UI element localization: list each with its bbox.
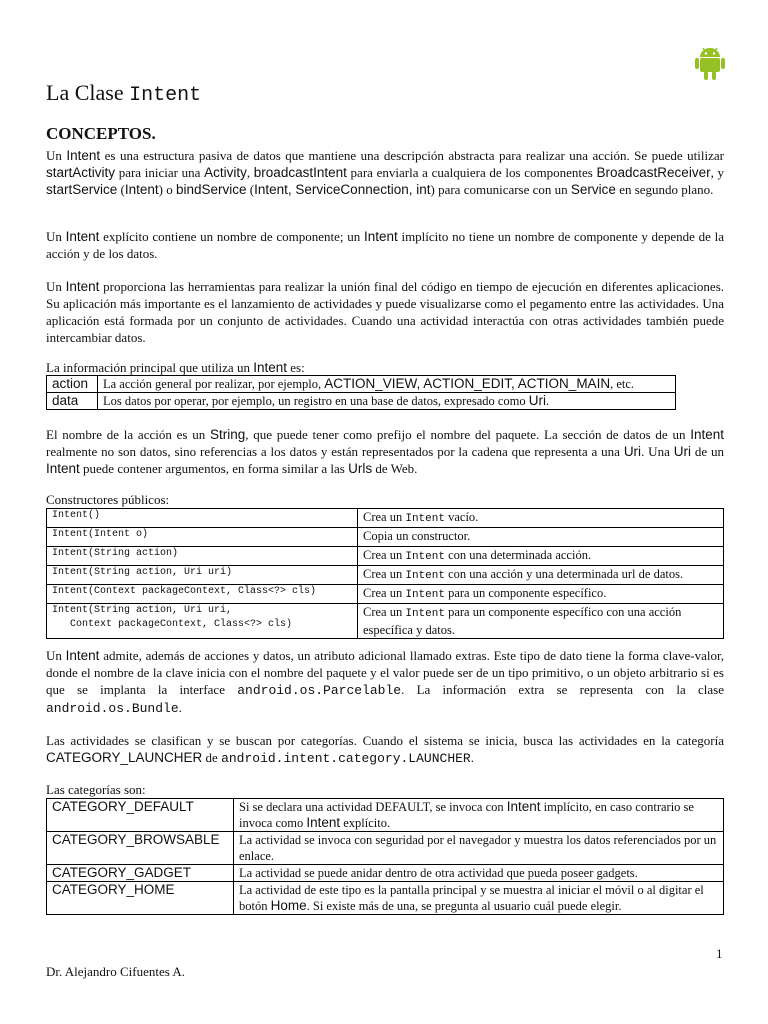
- category-name: CATEGORY_DEFAULT: [47, 799, 234, 832]
- paragraph-extras: Un Intent admite, además de acciones y datos, un atributo adicional llamado extras. Este tipo de dato tiene la forma clave-valor, donde el nombre de la clave inicia con el nombre del paquete y el valor puede ser de un tipo primitivo, o un objeto arbitrario si es que se implanta la interface android.os.Parcelable. La información extra se representa con la clase android.os.Bundle.: [46, 648, 725, 716]
- categories-table: [46, 798, 724, 915]
- category-description: La actividad se puede anidar dentro de otra actividad que pueda poseer gadgets.: [234, 865, 724, 882]
- constructor-description: Crea un Intent con una acción y una determinada url de datos.: [358, 566, 724, 585]
- category-name: CATEGORY_GADGET: [47, 865, 234, 882]
- page-title: La Clase Intent: [46, 80, 202, 107]
- category-name: CATEGORY_BROWSABLE: [47, 832, 234, 865]
- info-table: [46, 375, 676, 410]
- table-row: [47, 865, 724, 882]
- info-label: La información principal que utiliza un Intent es:: [46, 360, 305, 375]
- table-row: [47, 509, 724, 528]
- constructor-description: Crea un Intent vacío.: [358, 509, 724, 528]
- constructor-signature: Intent(String action): [47, 547, 358, 566]
- table-cell-desc: La acción general por realizar, por ejemplo, ACTION_VIEW, ACTION_EDIT, ACTION_MAIN, etc.: [98, 376, 676, 393]
- constructor-signature: Intent(Context packageContext, Class<?> cls): [47, 585, 358, 604]
- constructors-table: [46, 508, 724, 639]
- paragraph-purpose: Un Intent proporciona las herramientas para realizar la unión final del código en tiempo de ejecución en diferentes aplicaciones. Su aplicación más importante es el lanzamiento de actividades y puede visualizarse como el pegamento entre las actividades. Una aplicación está formada por un conjunto de actividades. Cuando una actividad interactúa con otras actividades también puede intercambiar datos.: [46, 279, 725, 345]
- table-cell-desc: Los datos por operar, por ejemplo, un registro en una base de datos, expresado como Uri.: [98, 393, 676, 410]
- category-description: La actividad se invoca con seguridad por el navegador y muestra los datos referenciados por un enlace.: [234, 832, 724, 865]
- categories-label: Las categorías son:: [46, 782, 146, 797]
- table-row: [47, 566, 724, 585]
- table-row: [47, 393, 676, 410]
- table-cell-key: data: [47, 393, 98, 410]
- table-row: [47, 799, 724, 832]
- paragraph-categories: Las actividades se clasifican y se buscan por categorías. Cuando el sistema se inicia, busca las actividades en la categoría CATEGORY_LAUNCHER de android.intent.category.LAUNCHER.: [46, 733, 724, 766]
- paragraph-action-data: El nombre de la acción es un String, que puede tener como prefijo el nombre del paquete. La sección de datos de un Intent realmente no son datos, sino referencias a los datos y están representados por la cadena que representa a una Uri. Una Uri de un Intent puede contener argumentos, en forma similar a las Urls de Web.: [46, 427, 724, 476]
- category-description: La actividad de este tipo es la pantalla principal y se muestra al iniciar el móvil o al digitar el botón Home. Si existe más de una, se pregunta al usuario cuál puede elegir.: [234, 882, 724, 915]
- table-row: [47, 585, 724, 604]
- paragraph-explicit-implicit: Un Intent explícito contiene un nombre de componente; un Intent implícito no tiene un nombre de componente y depende de la acción y de los datos.: [46, 229, 724, 261]
- constructor-description: Crea un Intent con una determinada acción.: [358, 547, 724, 566]
- category-description: Si se declara una actividad DEFAULT, se invoca con Intent implícito, en caso contrario se invoca como Intent explícito.: [234, 799, 724, 832]
- footer-author: Dr. Alejandro Cifuentes A.: [46, 964, 186, 979]
- table-row: [47, 832, 724, 865]
- page-number: 1: [716, 946, 723, 961]
- constructor-signature: Intent(String action, Uri uri, Context packageContext, Class<?> cls): [47, 604, 358, 639]
- category-name: CATEGORY_HOME: [47, 882, 234, 915]
- android-robot-icon: [694, 45, 726, 81]
- constructor-description: Copia un constructor.: [358, 528, 724, 547]
- table-row: [47, 882, 724, 915]
- table-row: [47, 547, 724, 566]
- constructor-signature: Intent(Intent o): [47, 528, 358, 547]
- table-row: [47, 376, 676, 393]
- constructor-description: Crea un Intent para un componente específico con una acción específica y datos.: [358, 604, 724, 639]
- table-row: [47, 604, 724, 639]
- table-cell-key: action: [47, 376, 98, 393]
- section-heading: CONCEPTOS.: [46, 124, 156, 143]
- paragraph-intro: Un Intent es una estructura pasiva de datos que mantiene una descripción abstracta para realizar una acción. Se puede utilizar startActivity para iniciar una Activity, broadcastIntent para enviarla a cualquiera de los componentes BroadcastReceiver, y startService (Intent) o bindService (Intent, ServiceConnection, int) para comunicarse con un Service en segundo plano.: [46, 148, 725, 197]
- table-row: [47, 528, 724, 547]
- constructor-signature: Intent(String action, Uri uri): [47, 566, 358, 585]
- constructors-label: Constructores públicos:: [46, 492, 170, 507]
- constructor-signature: Intent(): [47, 509, 358, 528]
- constructor-description: Crea un Intent para un componente específico.: [358, 585, 724, 604]
